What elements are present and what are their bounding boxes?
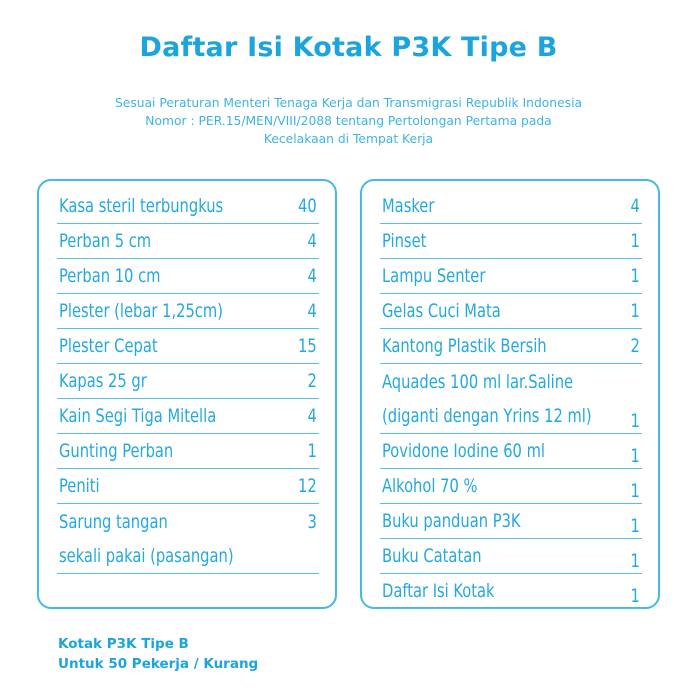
item-quantity: 1 xyxy=(630,550,640,572)
item-name: Alkohol 70 % xyxy=(382,475,478,497)
item-quantity: 2 xyxy=(307,370,317,392)
item-quantity: 12 xyxy=(298,475,317,497)
item-quantity: 3 xyxy=(307,511,317,533)
item-name: sekali pakai (pasangan) xyxy=(59,545,234,567)
item-quantity: 4 xyxy=(307,405,317,427)
list-item xyxy=(57,259,319,294)
item-name: Buku Catatan xyxy=(382,545,482,567)
item-name: Kain Segi Tiga Mitella xyxy=(59,405,217,427)
item-quantity: 1 xyxy=(630,300,640,322)
list-item xyxy=(57,539,319,574)
item-name: Povidone Iodine 60 ml xyxy=(382,440,545,462)
list-item xyxy=(57,329,319,364)
list-item xyxy=(380,364,642,399)
list-item xyxy=(57,399,319,434)
footer-note xyxy=(58,634,258,674)
list-item xyxy=(57,364,319,399)
item-quantity: 1 xyxy=(630,480,640,502)
item-name: Perban 5 cm xyxy=(59,230,152,252)
item-name: Gelas Cuci Mata xyxy=(382,300,501,322)
list-item xyxy=(57,434,319,469)
item-name: Aquades 100 ml lar.Saline xyxy=(382,371,574,393)
subtitle-line: Kecelakaan di Tempat Kerja xyxy=(263,132,434,146)
item-quantity: 4 xyxy=(307,265,317,287)
list-item xyxy=(380,574,642,609)
list-item xyxy=(380,539,642,574)
item-name: Plester Cepat xyxy=(59,335,158,357)
list-item xyxy=(380,504,642,539)
item-name: Kapas 25 gr xyxy=(59,370,147,392)
item-quantity: 1 xyxy=(307,440,317,462)
item-name: Kantong Plastik Bersih xyxy=(382,335,547,357)
item-quantity: 1 xyxy=(630,230,640,252)
list-item xyxy=(380,469,642,504)
item-quantity: 1 xyxy=(630,515,640,537)
item-name: Peniti xyxy=(59,475,100,497)
list-item xyxy=(380,294,642,329)
item-name: Lampu Senter xyxy=(382,265,486,287)
item-quantity: 1 xyxy=(630,410,640,432)
right-item-list xyxy=(360,179,660,609)
list-item xyxy=(57,294,319,329)
list-item xyxy=(380,434,642,469)
item-quantity: 1 xyxy=(630,585,640,607)
footer-line-2: Untuk 50 Pekerja / Kurang xyxy=(58,656,259,672)
item-name: Sarung tangan xyxy=(59,511,168,533)
left-item-list xyxy=(37,179,337,609)
item-quantity: 40 xyxy=(298,195,317,217)
list-item xyxy=(57,224,319,259)
item-name: Perban 10 cm xyxy=(59,265,161,287)
item-quantity: 4 xyxy=(630,195,640,217)
regulation-subtitle xyxy=(40,94,657,148)
list-item xyxy=(380,189,642,224)
page-title: Daftar Isi Kotak P3K Tipe B xyxy=(139,32,558,63)
item-name: Masker xyxy=(382,195,435,217)
item-name: Pinset xyxy=(382,230,427,252)
list-item xyxy=(380,329,642,364)
list-item xyxy=(57,469,319,504)
subtitle-line: Nomor : PER.15/MEN/VIII/2088 tentang Pertolongan Pertama pada xyxy=(145,114,552,128)
item-quantity: 4 xyxy=(307,230,317,252)
item-quantity: 1 xyxy=(630,265,640,287)
item-quantity: 1 xyxy=(630,445,640,467)
item-name: Daftar Isi Kotak xyxy=(382,580,495,602)
item-name: Buku panduan P3K xyxy=(382,510,521,532)
list-item xyxy=(57,504,319,539)
item-quantity: 2 xyxy=(630,335,640,357)
item-quantity: 15 xyxy=(298,335,317,357)
list-item xyxy=(380,399,642,434)
footer-line-1: Kotak P3K Tipe B xyxy=(58,636,189,652)
item-quantity: 4 xyxy=(307,300,317,322)
list-item xyxy=(380,224,642,259)
subtitle-line: Sesuai Peraturan Menteri Tenaga Kerja dan Transmigrasi Republik Indonesia xyxy=(114,96,583,110)
item-name: Plester (lebar 1,25cm) xyxy=(59,300,223,322)
item-name: Gunting Perban xyxy=(59,440,174,462)
item-name: Kasa steril terbungkus xyxy=(59,195,224,217)
list-item xyxy=(57,189,319,224)
item-name: (diganti dengan Yrins 12 ml) xyxy=(382,405,592,427)
list-item xyxy=(380,259,642,294)
